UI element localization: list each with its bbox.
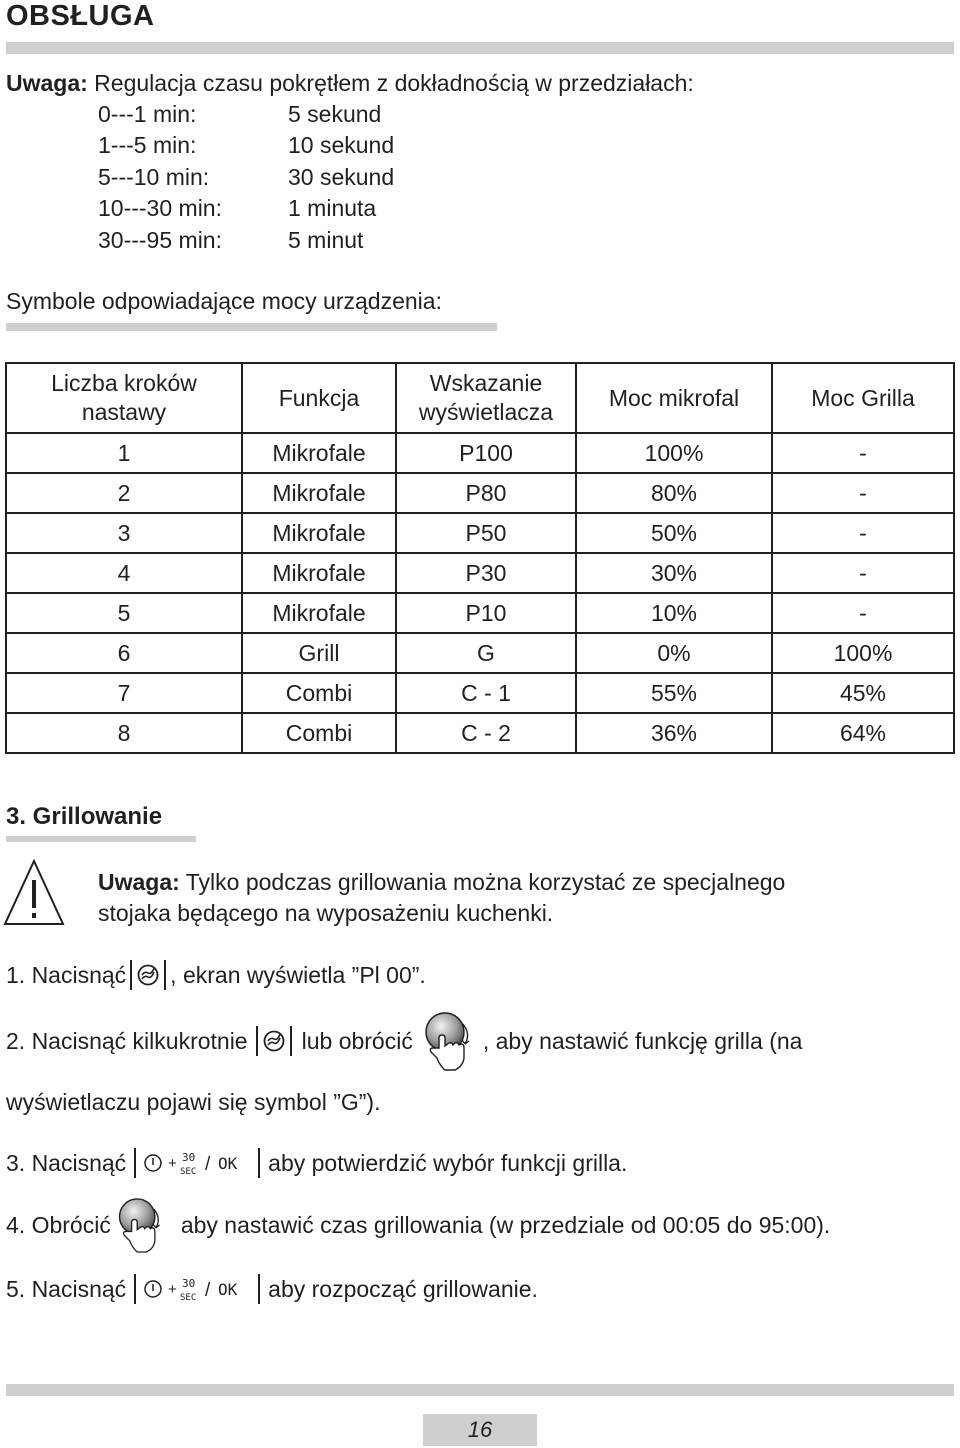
time-steps-list — [98, 99, 394, 256]
step-1: 1. Nacisnąć , ekran wyświetla ”Pl 00”. — [6, 962, 426, 988]
page-title: OBSŁUGA — [6, 0, 155, 32]
thirty-label: 30 — [182, 1151, 196, 1164]
footer-rule — [6, 1384, 954, 1396]
table-cell: C - 2 — [396, 713, 576, 753]
time-step-row — [98, 99, 394, 130]
start-ok-button[interactable] — [134, 1274, 260, 1304]
time-step-row — [98, 130, 394, 161]
rotary-knob-hand-icon[interactable] — [419, 1010, 477, 1072]
grill-icon — [136, 963, 160, 987]
table-cell: 5 — [6, 593, 242, 633]
start-30sec-ok-icon — [142, 1148, 252, 1178]
time-note — [6, 68, 694, 99]
table-cell: 4 — [6, 553, 242, 593]
power-table — [5, 362, 955, 754]
table-cell: 0% — [576, 633, 772, 673]
sec-label: SEC — [180, 1293, 197, 1303]
table-row — [6, 553, 954, 593]
table-cell: - — [772, 433, 954, 473]
ok-label: OK — [218, 1154, 238, 1173]
step-2-continued: wyświetlaczu pojawi się symbol ”G”). — [6, 1089, 381, 1115]
slash: / — [205, 1154, 211, 1175]
step-2: 2. Nacisnąć kilkukrotnie lub obrócić , aby nastawić funkcję grilla (na — [6, 1010, 802, 1072]
table-header-cell: Moc mikrofal — [576, 363, 772, 433]
note-text: Regulacja czasu pokrętłem z dokładnością w przedziałach: — [87, 70, 694, 96]
warning-label: Uwaga: — [98, 869, 180, 895]
time-step-row — [98, 162, 394, 193]
grill-button[interactable] — [130, 960, 166, 990]
table-cell: 80% — [576, 473, 772, 513]
table-cell: P50 — [396, 513, 576, 553]
time-step: 5 minut — [288, 226, 364, 253]
grill-warning — [98, 867, 938, 929]
symbols-heading: Symbole odpowiadające mocy urządzenia: — [6, 288, 442, 314]
table-cell: 64% — [772, 713, 954, 753]
step-5: 5. Nacisnąć + 30 SEC / OK aby rozpocząć grillowanie. — [6, 1276, 538, 1303]
table-cell: 100% — [772, 633, 954, 673]
plus-sign: + — [168, 1155, 177, 1172]
table-row — [6, 513, 954, 553]
table-row — [6, 673, 954, 713]
table-cell: C - 1 — [396, 673, 576, 713]
table-row — [6, 713, 954, 753]
table-row — [6, 473, 954, 513]
section-heading: 3. Grillowanie — [6, 803, 163, 830]
section-rule — [6, 836, 196, 842]
grill-icon — [262, 1029, 286, 1053]
start-30sec-ok-icon — [142, 1274, 252, 1304]
table-header-row — [6, 363, 954, 433]
table-cell: G — [396, 633, 576, 673]
table-cell: 3 — [6, 513, 242, 553]
rotary-knob-hand-icon[interactable] — [113, 1191, 167, 1259]
time-step: 1 minuta — [288, 195, 377, 222]
start-ok-button[interactable] — [134, 1148, 260, 1178]
table-row — [6, 633, 954, 673]
time-range: 30---95 min: — [98, 226, 222, 253]
note-label: Uwaga: — [6, 70, 88, 96]
table-cell: P100 — [396, 433, 576, 473]
time-step: 30 sekund — [288, 163, 395, 190]
table-header-cell: Wskazanie wyświetlacza — [396, 363, 576, 433]
table-cell: 50% — [576, 513, 772, 553]
sec-label: SEC — [180, 1167, 197, 1177]
time-range: 1---5 min: — [98, 132, 197, 159]
table-cell: Mikrofale — [242, 433, 396, 473]
table-cell: Combi — [242, 713, 396, 753]
table-cell: - — [772, 553, 954, 593]
table-cell: 55% — [576, 673, 772, 713]
time-range: 0---1 min: — [98, 101, 197, 127]
header-rule — [6, 42, 954, 54]
table-cell: 6 — [6, 633, 242, 673]
table-header-cell: Liczba kroków nastawy — [6, 363, 242, 433]
thirty-label: 30 — [182, 1277, 196, 1290]
page-number: 16 — [423, 1414, 537, 1446]
table-cell: Mikrofale — [242, 553, 396, 593]
table-cell: 10% — [576, 593, 772, 633]
table-cell: 7 — [6, 673, 242, 713]
table-cell: 1 — [6, 433, 242, 473]
table-cell: - — [772, 593, 954, 633]
grill-button[interactable] — [256, 1026, 292, 1056]
table-cell: - — [772, 473, 954, 513]
time-range: 5---10 min: — [98, 163, 210, 190]
warning-triangle-icon — [3, 858, 65, 928]
ok-label: OK — [218, 1280, 238, 1299]
time-range: 10---30 min: — [98, 195, 222, 222]
warning-text: Tylko podczas grillowania można korzystać ze specjalnego — [179, 869, 786, 895]
table-cell: - — [772, 513, 954, 553]
table-cell: 100% — [576, 433, 772, 473]
table-header-cell: Funkcja — [242, 363, 396, 433]
step-4: 4. Obrócić aby nastawić czas grillowania (w przedziale od 00:05 do 95:00). — [6, 1190, 830, 1260]
table-cell: 36% — [576, 713, 772, 753]
warning-text: stojaka będącego na wyposażeniu kuchenki. — [98, 900, 554, 926]
table-cell: P30 — [396, 553, 576, 593]
table-cell: P80 — [396, 473, 576, 513]
time-step: 10 sekund — [288, 132, 395, 159]
time-step-row — [98, 193, 394, 224]
table-row — [6, 593, 954, 633]
table-header-cell: Moc Grilla — [772, 363, 954, 433]
table-cell: 30% — [576, 553, 772, 593]
symbols-rule — [6, 323, 497, 331]
table-cell: Combi — [242, 673, 396, 713]
slash: / — [205, 1280, 211, 1301]
time-step-row — [98, 225, 394, 256]
table-cell: Mikrofale — [242, 593, 396, 633]
plus-sign: + — [168, 1281, 177, 1298]
table-cell: 45% — [772, 673, 954, 713]
table-cell: 2 — [6, 473, 242, 513]
step-3: 3. Nacisnąć + 30 SEC / OK aby potwierdzić wybór funkcji grilla. — [6, 1150, 628, 1177]
table-cell: Mikrofale — [242, 473, 396, 513]
table-cell: 8 — [6, 713, 242, 753]
table-cell: Grill — [242, 633, 396, 673]
table-cell: Mikrofale — [242, 513, 396, 553]
table-row — [6, 433, 954, 473]
table-cell: P10 — [396, 593, 576, 633]
time-step: 5 sekund — [288, 101, 382, 127]
